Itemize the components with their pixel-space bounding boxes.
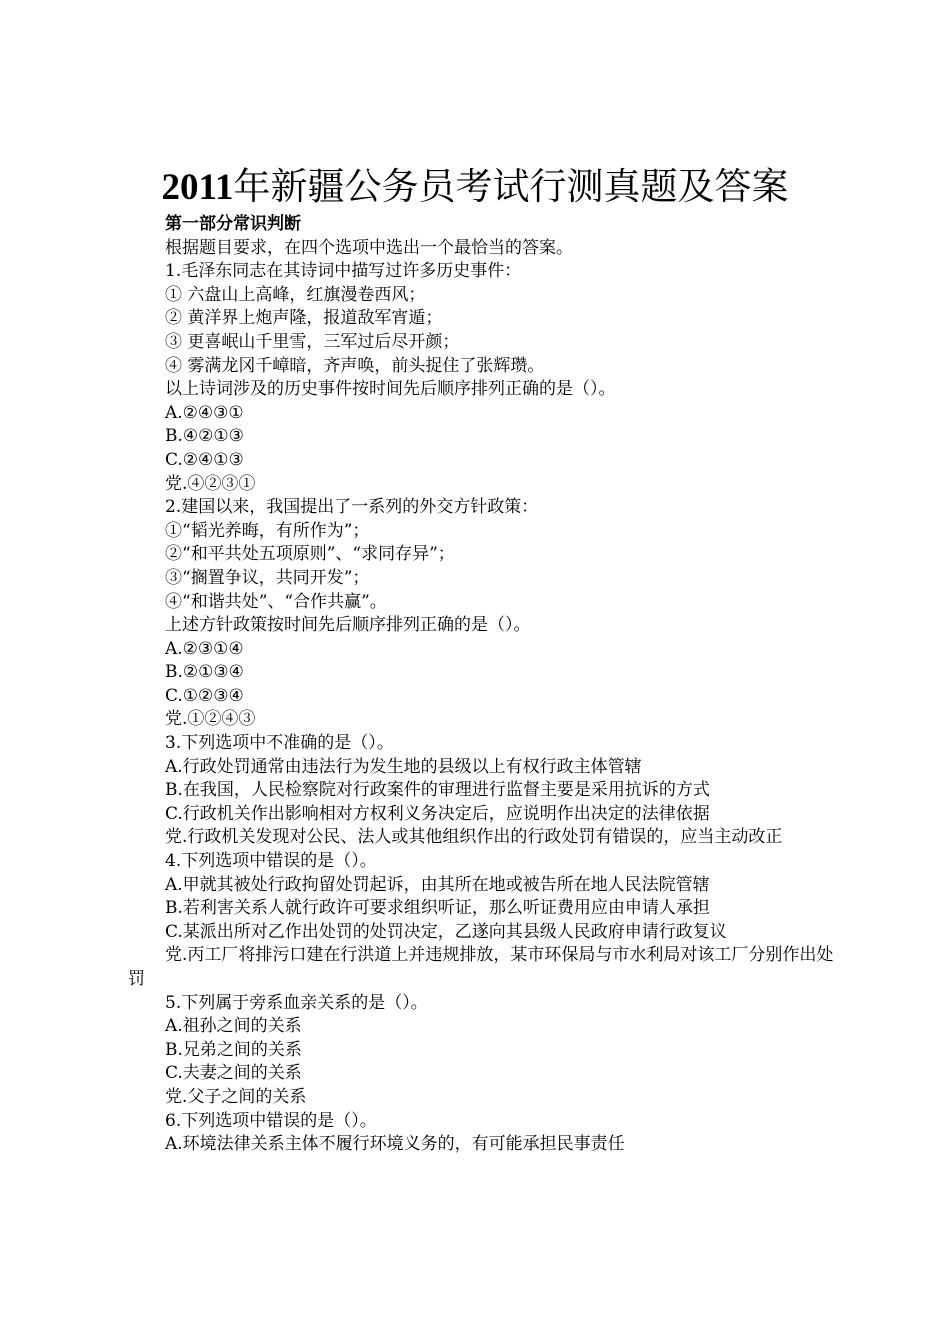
question-2-prompt: 上述方针政策按时间先后顺序排列正确的是（）。 [165, 615, 531, 636]
question-5-option-d: 党.父子之间的关系 [165, 1086, 307, 1107]
question-1-option-c: C.②④①③ [165, 449, 244, 470]
question-5-option-c: C.夫妻之间的关系 [165, 1063, 302, 1084]
question-1-item: ③ 更喜岷山千里雪，三军过后尽开颜； [165, 331, 460, 352]
question-2-item: ④“和谐共处”、“合作共赢”。 [165, 591, 387, 612]
question-2-item: ②“和平共处五项原则”、“求同存异”； [165, 544, 455, 565]
question-1-item: ① 六盘山上高峰，红旗漫卷西风； [165, 284, 426, 305]
question-3-option-a: A.行政处罚通常由违法行为发生地的县级以上有权行政主体管辖 [165, 756, 642, 777]
question-2-option-d: 党.①②④③ [165, 709, 256, 730]
question-5-option-b: B.兄弟之间的关系 [165, 1039, 302, 1060]
document-body [128, 213, 838, 1157]
question-4-option-d: 党.丙工厂将排污口建在行洪道上并违规排放，某市环保局与市水利局对该工厂分别作出处罚 [128, 945, 834, 989]
title-year: 2011 [161, 167, 234, 208]
question-3-stem: 3.下列选项中不准确的是（）。 [165, 733, 394, 754]
question-2-option-b: B.②①③④ [165, 662, 244, 683]
question-1-prompt: 以上诗词涉及的历史事件按时间先后顺序排列正确的是（）。 [165, 379, 616, 400]
instruction-text: 根据题目要求，在四个选项中选出一个最恰当的答案。 [165, 237, 573, 258]
question-2-option-a: A.②③①④ [165, 638, 244, 659]
question-2-option-c: C.①②③④ [165, 685, 244, 706]
question-5-option-a: A.祖孙之间的关系 [165, 1016, 302, 1037]
title-text: 年新疆公务员考试行测真题及答案 [233, 167, 789, 208]
question-6-option-a: A.环境法律关系主体不履行环境义务的，有可能承担民事责任 [165, 1134, 625, 1155]
question-1-stem: 1.毛泽东同志在其诗词中描写过许多历史事件： [165, 261, 522, 282]
question-4-option-c: C.某派出所对乙作出处罚的处罚决定，乙遂向其县级人民政府申请行政复议 [165, 921, 727, 942]
question-3-option-d: 党.行政机关发现对公民、法人或其他组织作出的行政处罚有错误的，应当主动改正 [165, 827, 783, 848]
question-3-option-b: B.在我国，人民检察院对行政案件的审理进行监督主要是采用抗诉的方式 [165, 780, 710, 801]
question-3-option-c: C.行政机关作出影响相对方权利义务决定后，应说明作出决定的法律依据 [165, 803, 710, 824]
question-1-item: ④ 雾满龙冈千嶂暗，齐声唤，前头捉住了张辉瓒。 [165, 355, 545, 376]
question-1-option-d: 党.④②③① [165, 473, 256, 494]
question-1-option-b: B.④②①③ [165, 426, 244, 447]
question-2-item: ①“韬光养晦，有所作为”； [165, 520, 370, 541]
section-heading: 第一部分常识判断 [165, 214, 301, 234]
question-1-option-a: A.②④③① [165, 402, 244, 423]
question-1-item: ② 黄洋界上炮声隆，报道敌军宵遁； [165, 308, 443, 329]
question-4-option-a: A.甲就其被处行政拘留处罚起诉，由其所在地或被告所在地人民法院管辖 [165, 874, 710, 895]
question-2-stem: 2.建国以来，我国提出了一系列的外交方针政策： [165, 497, 539, 518]
question-4-stem: 4.下列选项中错误的是（）。 [165, 851, 377, 872]
question-4-option-b: B.若利害关系人就行政许可要求组织听证，那么听证费用应由申请人承担 [165, 898, 710, 919]
page-title [0, 164, 950, 212]
question-6-stem: 6.下列选项中错误的是（）。 [165, 1110, 377, 1131]
question-2-item: ③“搁置争议，共同开发”； [165, 567, 370, 588]
question-5-stem: 5.下列属于旁系血亲关系的是（）。 [165, 992, 428, 1013]
